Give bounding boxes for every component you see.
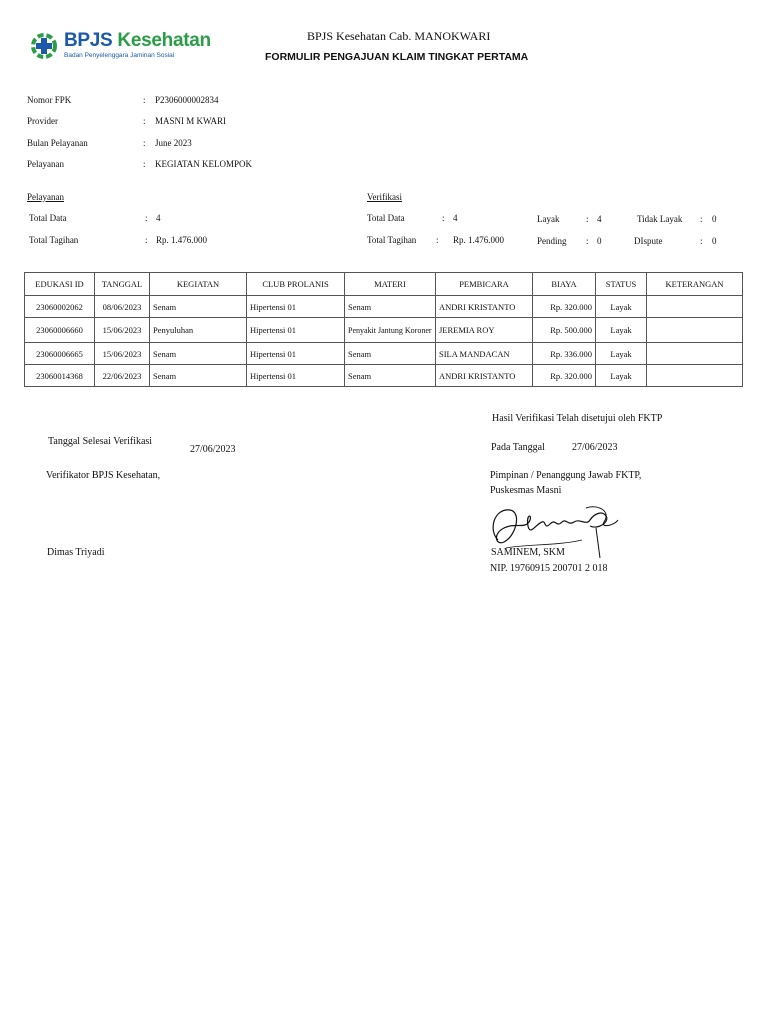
verifikator-name: Dimas Triyadi xyxy=(47,547,105,558)
cell-edukasi-id: 23060006665 xyxy=(25,343,95,365)
cell-club-prolanis: Hipertensi 01 xyxy=(247,343,345,365)
info-label-nomor-fpk: Nomor FPK xyxy=(27,95,72,105)
info-label-provider: Provider xyxy=(27,116,58,126)
colon: : xyxy=(700,214,703,224)
cell-keterangan xyxy=(647,318,743,343)
cell-kegiatan: Penyuluhan xyxy=(150,318,247,343)
info-label-bulan-pelayanan: Bulan Pelayanan xyxy=(27,138,88,148)
colon: : xyxy=(145,213,148,223)
verifikasi-total-tagihan: Rp. 1.476.000 xyxy=(453,235,505,245)
cell-edukasi-id: 23060014368 xyxy=(25,365,95,387)
info-label-pelayanan: Pelayanan xyxy=(27,159,64,169)
col-header-edukasi-id: EDUKASI ID xyxy=(25,273,95,296)
verifikator-label: Verifikator BPJS Kesehatan, xyxy=(46,470,161,481)
verifikasi-heading: Verifikasi xyxy=(367,192,402,202)
verifikasi-layak: 4 xyxy=(597,214,602,224)
cell-keterangan xyxy=(647,365,743,387)
cell-materi: Senam xyxy=(345,365,436,387)
cell-biaya: Rp. 336.000 xyxy=(533,343,596,365)
cell-pembicara: ANDRI KRISTANTO xyxy=(436,365,533,387)
pelayanan-heading: Pelayanan xyxy=(27,192,64,202)
col-header-biaya: BIAYA xyxy=(533,273,596,296)
signer-name: SAMINEM, SKM xyxy=(491,547,565,558)
hasil-verifikasi-label: Hasil Verifikasi Telah disetujui oleh FKTP xyxy=(492,413,663,424)
table-row xyxy=(25,343,743,365)
cell-status: Layak xyxy=(596,343,647,365)
verifikasi-pending-label: Pending xyxy=(537,236,567,246)
col-header-materi: MATERI xyxy=(345,273,436,296)
verifikasi-total-data-label: Total Data xyxy=(367,213,405,223)
cell-status: Layak xyxy=(596,365,647,387)
cell-pembicara: JEREMIA ROY xyxy=(436,318,533,343)
table-row xyxy=(25,365,743,387)
cell-materi: Penyakit Jantung Koroner xyxy=(345,318,436,343)
cell-biaya: Rp. 320.000 xyxy=(533,365,596,387)
cell-kegiatan: Senam xyxy=(150,365,247,387)
tanggal-selesai-label: Tanggal Selesai Verifikasi xyxy=(48,436,153,447)
verifikasi-tidak-layak: 0 xyxy=(712,214,717,224)
cell-tanggal: 15/06/2023 xyxy=(95,343,150,365)
office-name: BPJS Kesehatan Cab. MANOKWARI xyxy=(307,29,491,43)
cell-club-prolanis: Hipertensi 01 xyxy=(247,318,345,343)
colon: : xyxy=(586,236,589,246)
pada-tanggal-value: 27/06/2023 xyxy=(572,442,618,453)
info-value-bulan-pelayanan: June 2023 xyxy=(155,138,192,148)
cell-edukasi-id: 23060006660 xyxy=(25,318,95,343)
table-row xyxy=(25,318,743,343)
pada-tanggal-label: Pada Tanggal xyxy=(491,442,545,453)
colon: : xyxy=(145,235,148,245)
pelayanan-total-data-label: Total Data xyxy=(29,213,67,223)
colon: : xyxy=(436,235,439,245)
tanggal-selesai-value: 27/06/2023 xyxy=(190,444,236,455)
colon: : xyxy=(442,213,445,223)
cell-pembicara: SILA MANDACAN xyxy=(436,343,533,365)
signer-nip: NIP. 19760915 200701 2 018 xyxy=(490,563,608,574)
cell-materi: Senam xyxy=(345,296,436,318)
info-colon: : xyxy=(143,159,146,169)
pimpinan-label: Pimpinan / Penanggung Jawab FKTP, xyxy=(490,470,642,481)
cell-keterangan xyxy=(647,343,743,365)
cell-tanggal: 15/06/2023 xyxy=(95,318,150,343)
brand-name: BPJS Kesehatan xyxy=(64,30,211,51)
verifikasi-total-data: 4 xyxy=(453,213,458,223)
claims-table xyxy=(24,272,743,387)
col-header-tanggal: TANGGAL xyxy=(95,273,150,296)
cell-biaya: Rp. 500.000 xyxy=(533,318,596,343)
verifikasi-total-tagihan-label: Total Tagihan xyxy=(367,235,417,245)
cell-status: Layak xyxy=(596,318,647,343)
info-value-provider: MASNI M KWARI xyxy=(155,116,227,126)
cell-tanggal: 22/06/2023 xyxy=(95,365,150,387)
pelayanan-total-tagihan-label: Total Tagihan xyxy=(29,235,79,245)
bpjs-emblem-icon xyxy=(30,32,58,60)
brand-tagline: Badan Penyelenggara Jaminan Sosial xyxy=(64,52,175,59)
verifikasi-layak-label: Layak xyxy=(537,214,560,224)
col-header-keterangan: KETERANGAN xyxy=(647,273,743,296)
info-colon: : xyxy=(143,116,146,126)
form-title: FORMULIR PENGAJUAN KLAIM TINGKAT PERTAMA xyxy=(265,51,529,63)
puskesmas-name: Puskesmas Masni xyxy=(490,485,562,496)
cell-materi: Senam xyxy=(345,343,436,365)
info-value-nomor-fpk: P2306000002834 xyxy=(155,95,219,105)
cell-status: Layak xyxy=(596,296,647,318)
info-value-pelayanan: KEGIATAN KELOMPOK xyxy=(155,159,253,169)
cell-tanggal: 08/06/2023 xyxy=(95,296,150,318)
bpjs-logo xyxy=(30,30,211,62)
verifikasi-pending: 0 xyxy=(597,236,602,246)
table-row xyxy=(25,296,743,318)
pelayanan-total-tagihan: Rp. 1.476.000 xyxy=(156,235,208,245)
col-header-pembicara: PEMBICARA xyxy=(436,273,533,296)
verifikasi-dispute-label: DIspute xyxy=(634,236,663,246)
cell-keterangan xyxy=(647,296,743,318)
cell-biaya: Rp. 320.000 xyxy=(533,296,596,318)
col-header-club-prolanis: CLUB PROLANIS xyxy=(247,273,345,296)
colon: : xyxy=(700,236,703,246)
cell-club-prolanis: Hipertensi 01 xyxy=(247,365,345,387)
colon: : xyxy=(586,214,589,224)
info-colon: : xyxy=(143,138,146,148)
verifikasi-dispute: 0 xyxy=(712,236,717,246)
info-colon: : xyxy=(143,95,146,105)
table-header-row xyxy=(25,273,743,296)
cell-kegiatan: Senam xyxy=(150,296,247,318)
col-header-kegiatan: KEGIATAN xyxy=(150,273,247,296)
cell-kegiatan: Senam xyxy=(150,343,247,365)
cell-pembicara: ANDRI KRISTANTO xyxy=(436,296,533,318)
cell-club-prolanis: Hipertensi 01 xyxy=(247,296,345,318)
pelayanan-total-data: 4 xyxy=(156,213,161,223)
cell-edukasi-id: 23060002062 xyxy=(25,296,95,318)
verifikasi-tidak-layak-label: Tidak Layak xyxy=(637,214,683,224)
col-header-status: STATUS xyxy=(596,273,647,296)
